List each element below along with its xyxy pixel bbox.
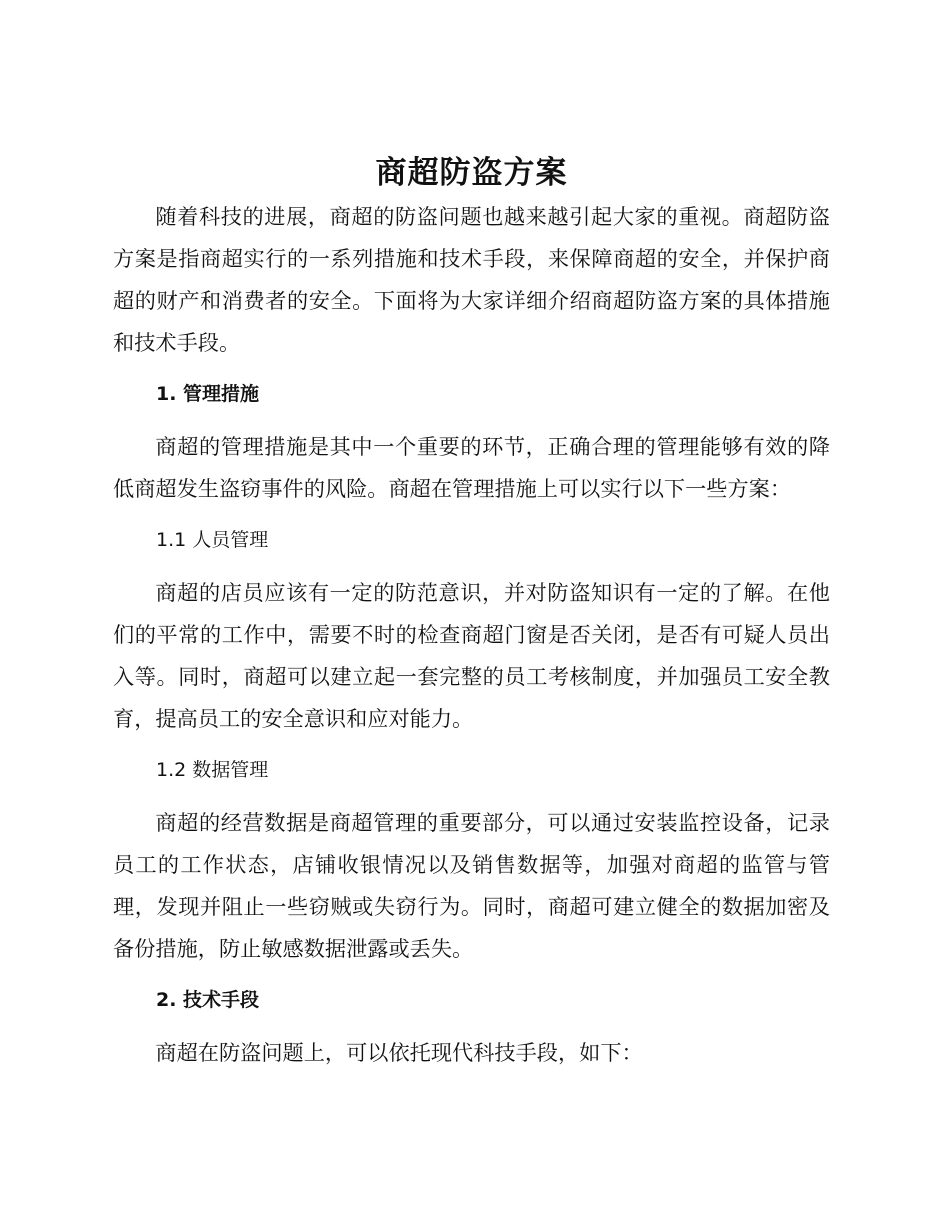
spacer	[113, 510, 830, 518]
spacer	[113, 364, 830, 372]
spacer	[113, 740, 830, 748]
section-body-personnel: 商超的店员应该有一定的防范意识，并对防盗知识有一定的了解。在他们的平常的工作中，需要不时的检查商超门窗是否关闭，是否有可疑人员出入等。同时，商超可以建立起一套完整的员工考核制度，并加强员工安全教育，提高员工的安全意识和应对能力。	[113, 580, 830, 731]
spacer	[113, 792, 830, 802]
section-heading-data: 1.2 数据管理	[156, 759, 269, 781]
spacer	[113, 1022, 830, 1032]
section-body-data: 商超的经营数据是商超管理的重要部分，可以通过安装监控设备，记录员工的工作状态，店铺收银情况以及销售数据等，加强对商超的监管与管理，发现并阻止一些窃贼或失窃行为。同时，商超可建立健全的数据加密及备份措施，防止敏感数据泄露或丢失。	[113, 810, 830, 961]
document-title: 商超防盗方案	[375, 155, 568, 191]
section-body-management: 商超的管理措施是其中一个重要的环节，正确合理的管理能够有效的降低商超发生盗窃事件的风险。商超在管理措施上可以实行以下一些方案：	[113, 434, 830, 501]
intro-paragraph: 随着科技的进展，商超的防盗问题也越来越引起大家的重视。商超防盗方案是指商超实行的一系列措施和技术手段，来保障商超的安全，并保护商超的财产和消费者的安全。下面将为大家详细介绍商超防盗方案的具体措施和技术手段。	[113, 204, 830, 355]
spacer	[113, 970, 830, 978]
section-heading-personnel: 1.1 人员管理	[156, 529, 269, 551]
section-heading-management: 1. 管理措施	[156, 383, 260, 405]
document-content	[113, 150, 830, 1074]
spacer	[113, 562, 830, 572]
section-heading-technology: 2. 技术手段	[156, 989, 260, 1011]
spacer	[113, 416, 830, 426]
section-body-technology: 商超在防盗问题上，可以依托现代科技手段，如下：	[155, 1040, 643, 1065]
